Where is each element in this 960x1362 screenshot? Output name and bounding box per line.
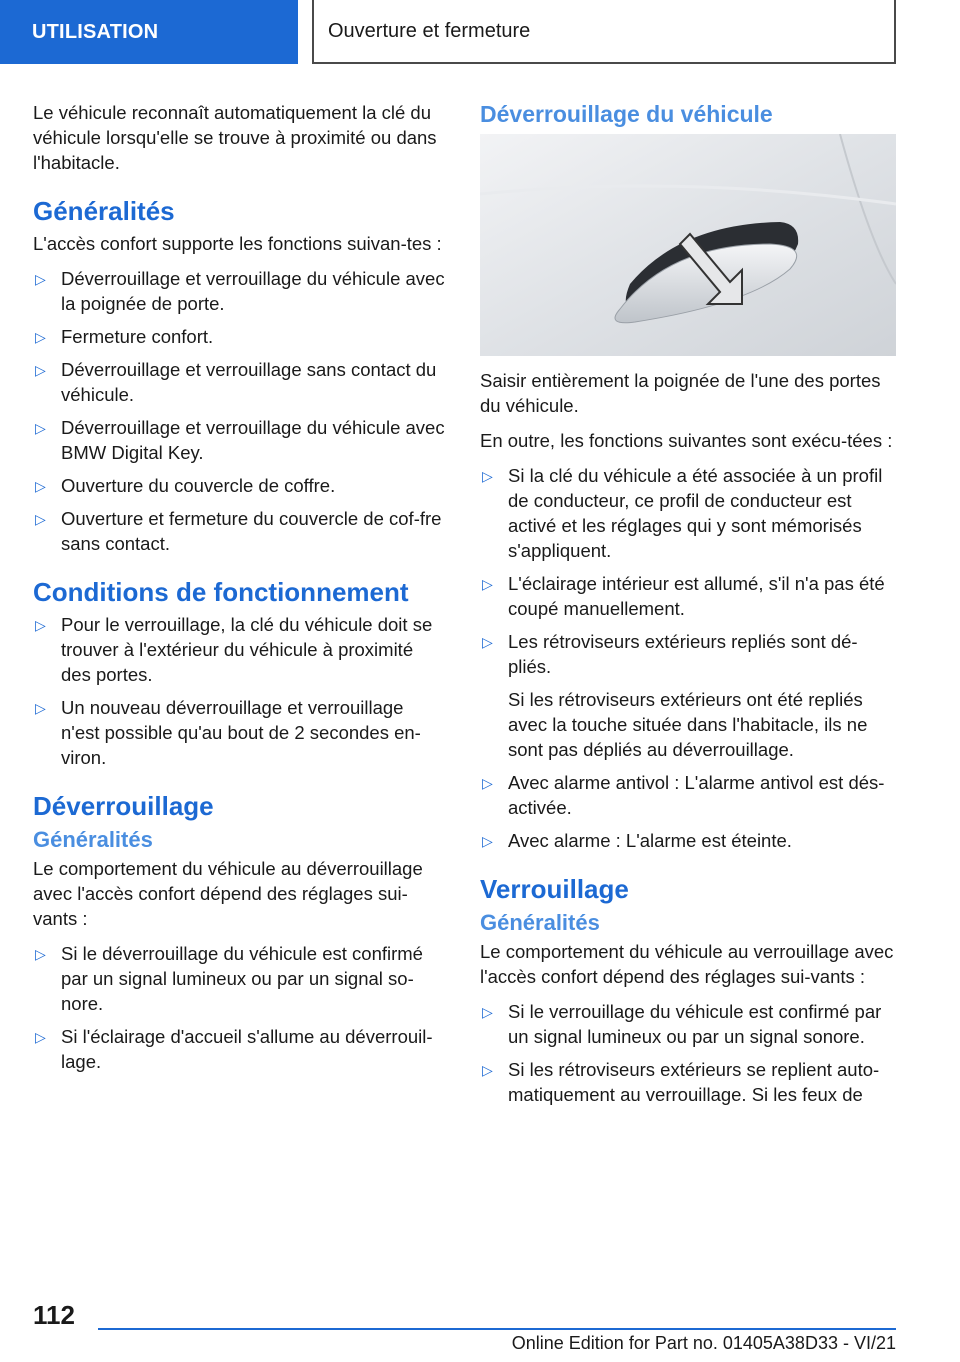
subheading-generalites: Généralités <box>480 910 600 935</box>
heading-deverrouillage-vehicule: Déverrouillage du véhicule <box>480 101 773 127</box>
list-item-note: Si les rétroviseurs extérieurs ont été repliés avec la touche située dans l'habitacle, ils ne sont pas dépliés au déverrouillage. <box>508 689 868 760</box>
bullet-triangle-icon: ▷ <box>482 1004 493 1020</box>
bullet-triangle-icon: ▷ <box>35 617 46 633</box>
bullet-triangle-icon: ▷ <box>482 634 493 650</box>
chapter-tab: UTILISATION <box>0 0 298 64</box>
list-item: ▷ Déverrouillage et verrouillage du véhicule avec BMW Digital Key. <box>35 417 445 463</box>
bullet-triangle-icon: ▷ <box>35 511 46 527</box>
functions-list <box>480 463 896 853</box>
list-item: ▷ Avec alarme antivol : L'alarme antivol est dés-activée. <box>482 772 885 818</box>
list-item: ▷ Si le déverrouillage du véhicule est confirmé par un signal lumineux ou par un signal so-nore. <box>35 943 423 1014</box>
list-item: ▷ Si le verrouillage du véhicule est confirmé par un signal lumineux ou par un signal sonore. <box>482 1001 882 1047</box>
bullet-triangle-icon: ▷ <box>35 271 46 287</box>
image-caption: Saisir entièrement la poignée de l'une des portes du véhicule. <box>480 370 881 416</box>
list-item: ▷ Les rétroviseurs extérieurs repliés sont dé-pliés. Si les rétroviseurs extérieurs ont été repliés avec la touche située dans l'habitacle, ils ne sont pas dépliés au déverrouillage. <box>480 629 896 762</box>
bullet-triangle-icon: ▷ <box>482 576 493 592</box>
bullet-triangle-icon: ▷ <box>482 833 493 849</box>
list-item: ▷ Ouverture et fermeture du couvercle de cof-fre sans contact. <box>35 508 442 554</box>
heading-verrouillage: Verrouillage <box>480 874 629 904</box>
bullet-triangle-icon: ▷ <box>35 362 46 378</box>
list-item: ▷ Pour le verrouillage, la clé du véhicule doit se trouver à l'extérieur du véhicule à proximité des portes. <box>35 614 433 685</box>
door-handle-illustration <box>480 134 896 356</box>
bullet-triangle-icon: ▷ <box>482 468 493 484</box>
list-item: ▷ Si la clé du véhicule a été associée à un profil de conducteur, ce profil de conducteur est activé et les réglages qui y sont mémorisés s'appliquent. <box>482 465 883 561</box>
verrouillage-text: Le comportement du véhicule au verrouillage avec l'accès confort dépend des réglages sui-vants : <box>480 941 894 987</box>
heading-deverrouillage: Déverrouillage <box>33 791 214 821</box>
intro-paragraph: Le véhicule reconnaît automatiquement la clé du véhicule lorsqu'elle se trouve à proximité ou dans l'habitacle. <box>33 102 437 173</box>
deverrouillage-list <box>33 941 447 1074</box>
subheading-generalites: Généralités <box>33 827 153 852</box>
section-title: Ouverture et fermeture <box>312 0 896 64</box>
bullet-triangle-icon: ▷ <box>35 700 46 716</box>
list-item: ▷ Déverrouillage et verrouillage sans contact du véhicule. <box>35 359 437 405</box>
list-item: ▷ Déverrouillage et verrouillage du véhicule avec la poignée de porte. <box>35 268 445 314</box>
left-column <box>33 100 447 1082</box>
footer-divider <box>98 1328 896 1330</box>
page-number: 112 <box>33 1300 75 1330</box>
bullet-triangle-icon: ▷ <box>35 946 46 962</box>
heading-generalites: Généralités <box>33 196 175 226</box>
bullet-triangle-icon: ▷ <box>35 1029 46 1045</box>
bullet-triangle-icon: ▷ <box>35 329 46 345</box>
edition-note: Online Edition for Part no. 01405A38D33 - VI/21 <box>511 1333 896 1353</box>
generalites-text: L'accès confort supporte les fonctions suivan-tes : <box>33 233 442 254</box>
extra-text: En outre, les fonctions suivantes sont exécu-tées : <box>480 430 893 451</box>
list-item: ▷ Avec alarme : L'alarme est éteinte. <box>480 828 896 853</box>
bullet-triangle-icon: ▷ <box>482 775 493 791</box>
list-item: ▷ Si les rétroviseurs extérieurs se replient auto-matiquement au verrouillage. Si les feux de <box>482 1059 880 1105</box>
bullet-triangle-icon: ▷ <box>482 1062 493 1078</box>
deverrouillage-text: Le comportement du véhicule au déverrouillage avec l'accès confort dépend des réglages sui-vants : <box>33 858 423 929</box>
heading-conditions: Conditions de fonctionnement <box>33 577 409 607</box>
list-item: ▷ Ouverture du couvercle de coffre. <box>33 473 447 498</box>
generalites-list <box>33 266 447 556</box>
list-item: ▷ Fermeture confort. <box>33 324 447 349</box>
verrouillage-list <box>480 999 896 1107</box>
list-item: ▷ Un nouveau déverrouillage et verrouillage n'est possible qu'au bout de 2 secondes en-viron. <box>35 697 421 768</box>
list-item: ▷ Si l'éclairage d'accueil s'allume au déverrouil-lage. <box>35 1026 433 1072</box>
right-column <box>480 100 896 1115</box>
conditions-list <box>33 612 447 770</box>
list-item: ▷ L'éclairage intérieur est allumé, s'il n'a pas été coupé manuellement. <box>482 573 885 619</box>
bullet-triangle-icon: ▷ <box>35 478 46 494</box>
bullet-triangle-icon: ▷ <box>35 420 46 436</box>
